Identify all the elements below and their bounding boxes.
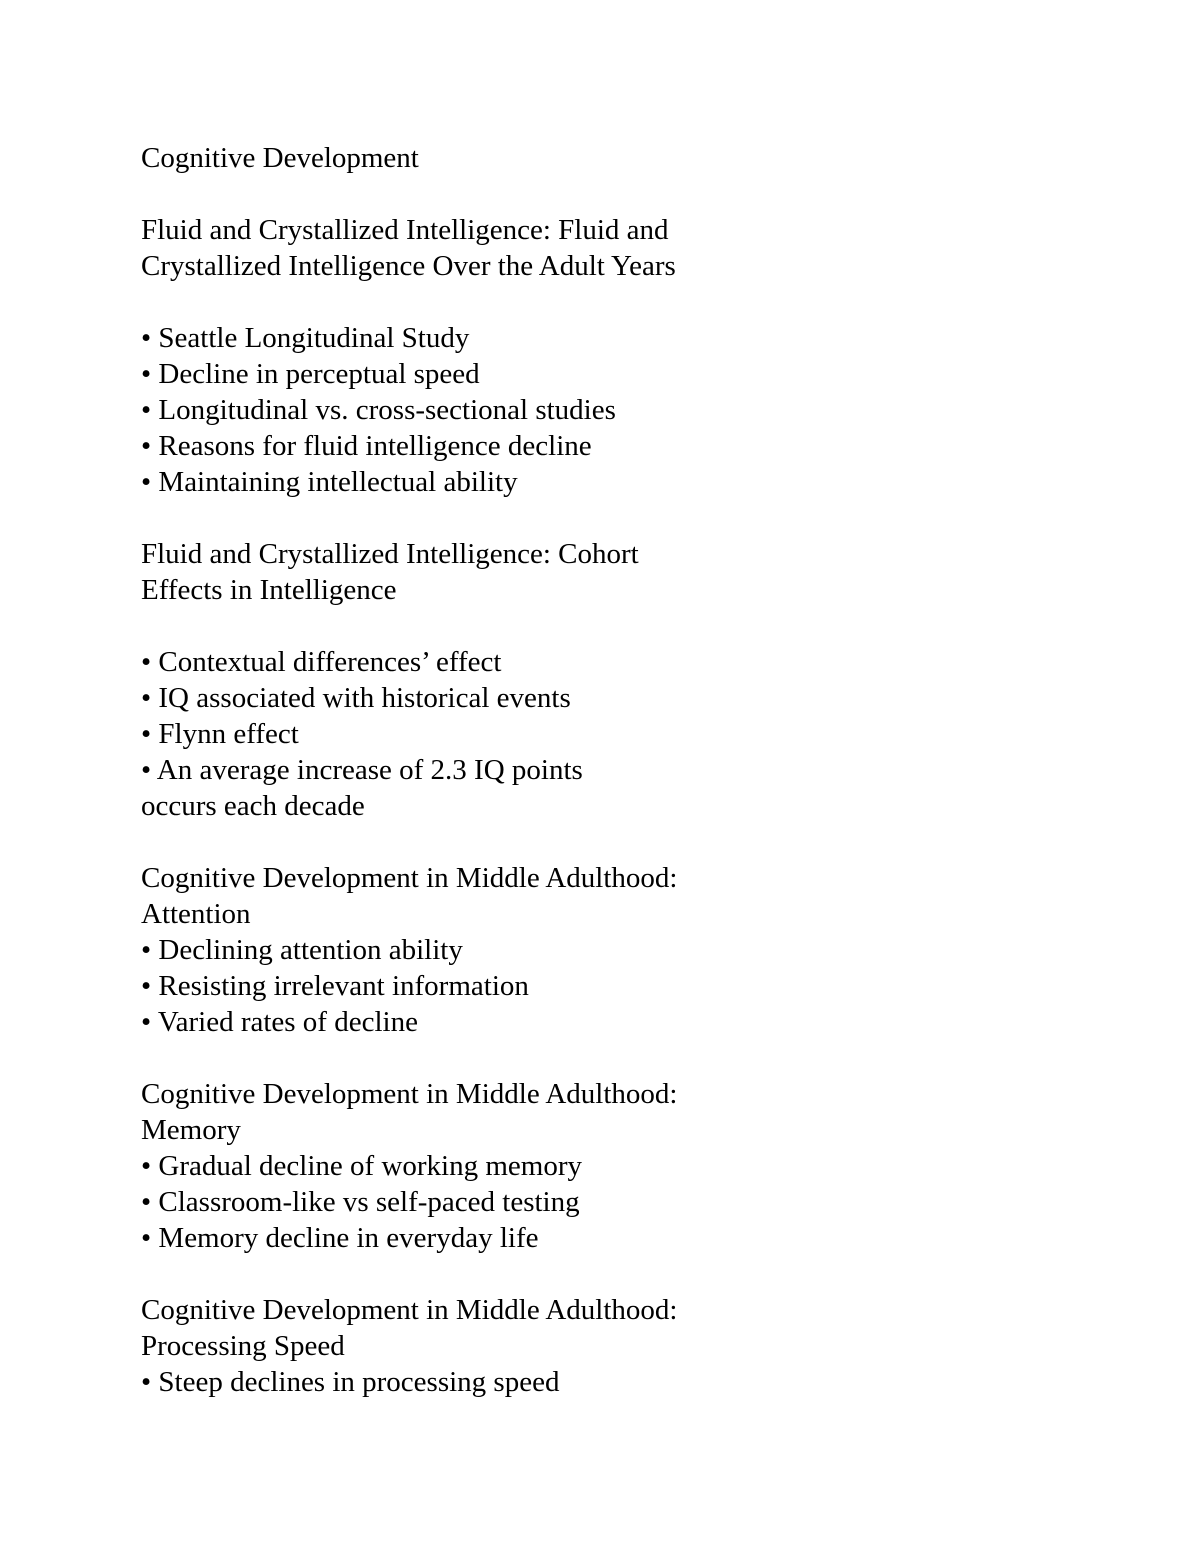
section-attention	[141, 860, 1101, 1040]
bullet-item: • Gradual decline of working memory	[141, 1150, 582, 1182]
section-heading-line: Cognitive Development in Middle Adulthood:	[141, 862, 678, 894]
section-cohort-effects	[141, 536, 1101, 824]
spacer	[141, 176, 1101, 212]
spacer	[141, 1256, 1101, 1292]
bullet-item: • Steep declines in processing speed	[141, 1366, 560, 1398]
section-heading-line: Crystallized Intelligence Over the Adult Years	[141, 250, 676, 282]
section-memory	[141, 1076, 1101, 1256]
document-title: Cognitive Development	[141, 142, 419, 174]
section-fluid-crystallized-adult-years	[141, 212, 1101, 500]
section-heading-line: Attention	[141, 898, 251, 930]
bullet-item: • Memory decline in everyday life	[141, 1222, 539, 1254]
bullet-item: • Maintaining intellectual ability	[141, 466, 518, 498]
bullet-item: • Seattle Longitudinal Study	[141, 322, 470, 354]
bullet-item: • Declining attention ability	[141, 934, 463, 966]
section-heading-line: Fluid and Crystallized Intelligence: Cohort	[141, 538, 639, 570]
bullet-item: • Reasons for fluid intelligence decline	[141, 430, 592, 462]
bullet-item: • Classroom-like vs self-paced testing	[141, 1186, 580, 1218]
bullet-item: • Flynn effect	[141, 718, 299, 750]
section-heading-line: Fluid and Crystallized Intelligence: Fluid and	[141, 214, 669, 246]
spacer	[141, 500, 1101, 536]
section-heading-line: Effects in Intelligence	[141, 574, 397, 606]
section-heading-line: Cognitive Development in Middle Adulthood:	[141, 1294, 678, 1326]
bullet-item: • Decline in perceptual speed	[141, 358, 480, 390]
bullet-item: • An average increase of 2.3 IQ points	[141, 754, 583, 786]
spacer	[141, 284, 1101, 320]
spacer	[141, 608, 1101, 644]
spacer	[141, 824, 1101, 860]
document-page	[141, 140, 1101, 1400]
bullet-item: • Resisting irrelevant information	[141, 970, 529, 1002]
spacer	[141, 1040, 1101, 1076]
section-processing-speed	[141, 1292, 1101, 1400]
bullet-item-continuation: occurs each decade	[141, 790, 365, 822]
bullet-item: • Longitudinal vs. cross-sectional studies	[141, 394, 616, 426]
bullet-item: • IQ associated with historical events	[141, 682, 571, 714]
bullet-item: • Varied rates of decline	[141, 1006, 418, 1038]
section-heading-line: Cognitive Development in Middle Adulthood:	[141, 1078, 678, 1110]
section-heading-line: Processing Speed	[141, 1330, 345, 1362]
bullet-item: • Contextual differences’ effect	[141, 646, 502, 678]
section-heading-line: Memory	[141, 1114, 241, 1146]
